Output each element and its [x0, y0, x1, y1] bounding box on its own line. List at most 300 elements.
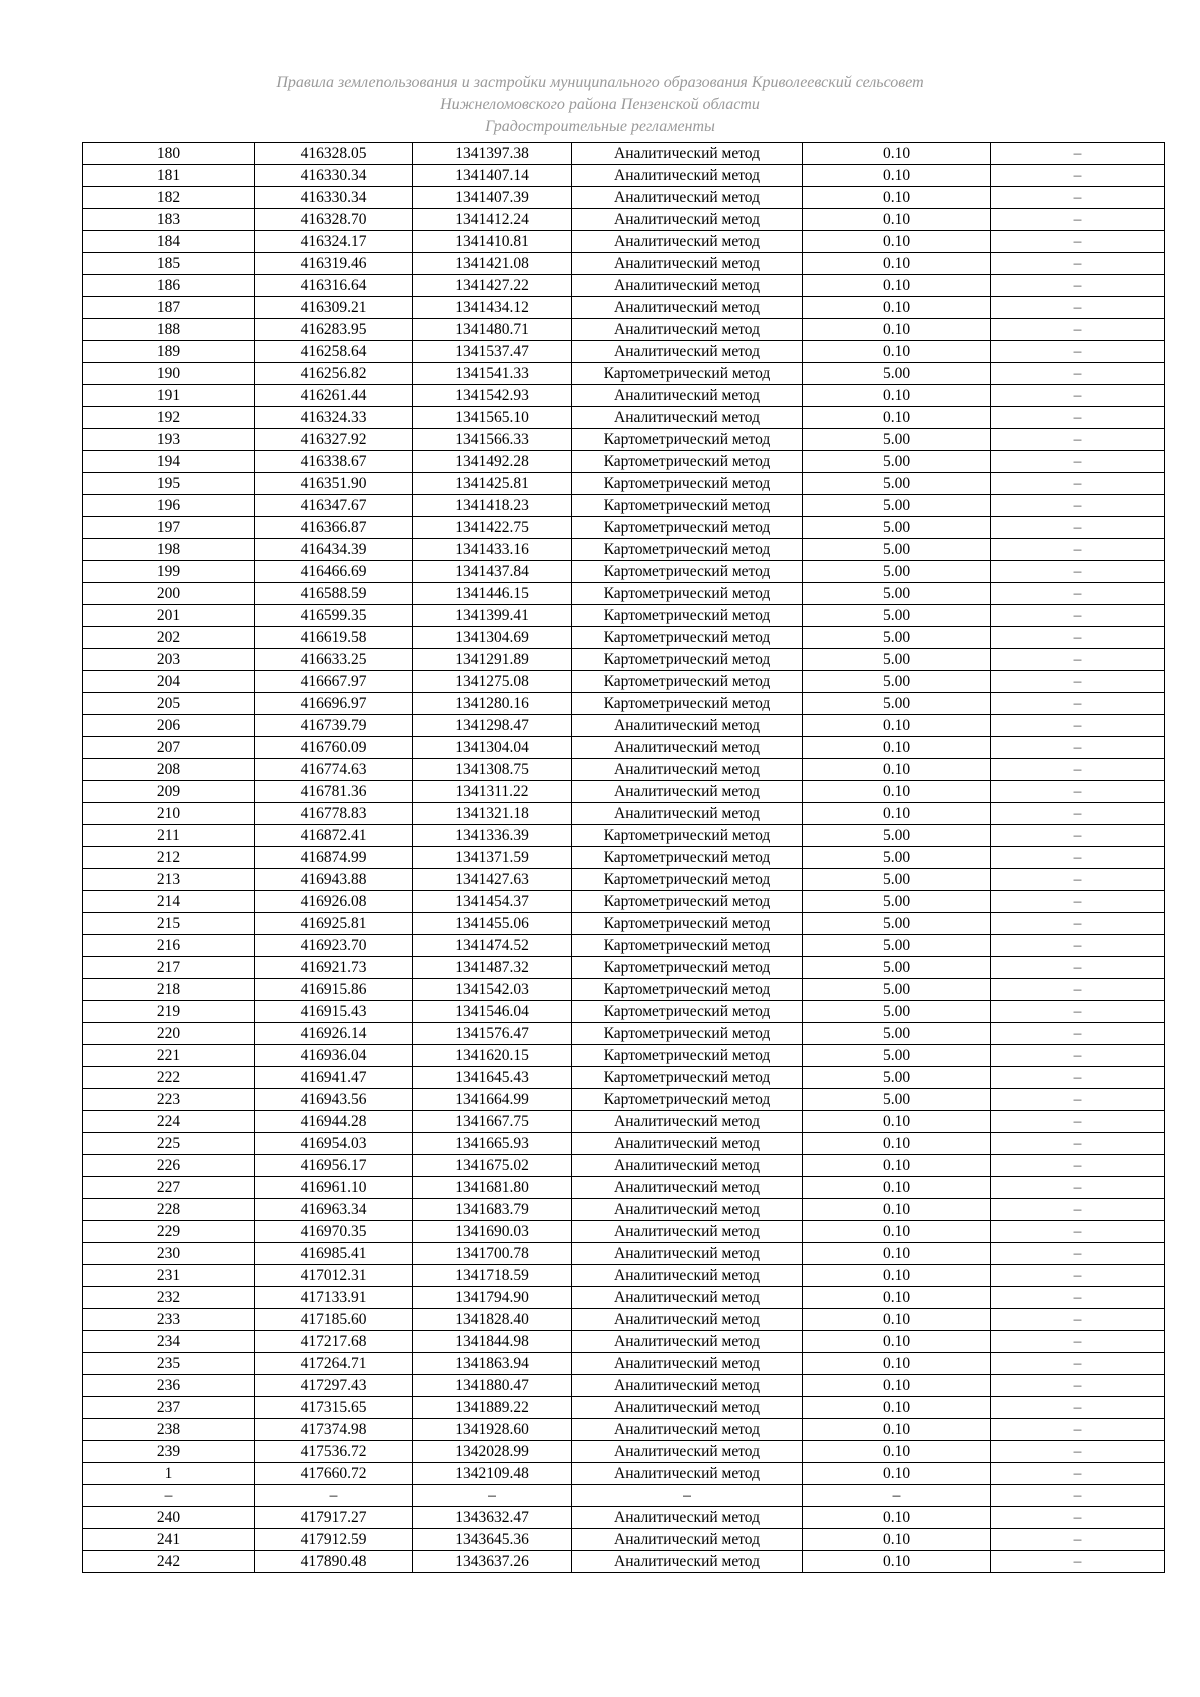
- x-coordinate-cell: 416324.33: [255, 407, 413, 429]
- method-cell: Аналитический метод: [572, 737, 803, 759]
- y-coordinate-cell: 1341304.69: [413, 627, 572, 649]
- note-cell: –: [991, 1331, 1165, 1353]
- point-number-cell: 193: [83, 429, 255, 451]
- accuracy-cell: 5.00: [803, 957, 991, 979]
- table-row: [83, 429, 1165, 451]
- point-number-cell: 1: [83, 1463, 255, 1485]
- y-coordinate-cell: 1341410.81: [413, 231, 572, 253]
- table-row: [83, 165, 1165, 187]
- note-cell: –: [991, 1199, 1165, 1221]
- table-row: [83, 297, 1165, 319]
- method-cell: Аналитический метод: [572, 187, 803, 209]
- note-cell: –: [991, 825, 1165, 847]
- accuracy-cell: 0.10: [803, 737, 991, 759]
- method-cell: Картометрический метод: [572, 869, 803, 891]
- method-cell: Аналитический метод: [572, 1243, 803, 1265]
- y-coordinate-cell: 1341455.06: [413, 913, 572, 935]
- accuracy-cell: 5.00: [803, 1089, 991, 1111]
- y-coordinate-cell: 1341487.32: [413, 957, 572, 979]
- note-cell: –: [991, 341, 1165, 363]
- point-number-cell: 210: [83, 803, 255, 825]
- note-cell: –: [991, 781, 1165, 803]
- method-cell: Аналитический метод: [572, 759, 803, 781]
- note-cell: –: [991, 891, 1165, 913]
- y-coordinate-cell: 1341407.39: [413, 187, 572, 209]
- x-coordinate-cell: 416781.36: [255, 781, 413, 803]
- x-coordinate-cell: 417185.60: [255, 1309, 413, 1331]
- method-cell: Картометрический метод: [572, 363, 803, 385]
- accuracy-cell: 5.00: [803, 1067, 991, 1089]
- x-coordinate-cell: 416970.35: [255, 1221, 413, 1243]
- method-cell: Картометрический метод: [572, 605, 803, 627]
- y-coordinate-cell: 1341863.94: [413, 1353, 572, 1375]
- method-cell: Картометрический метод: [572, 1067, 803, 1089]
- method-cell: Аналитический метод: [572, 1441, 803, 1463]
- table-row: [83, 737, 1165, 759]
- table-row: [83, 759, 1165, 781]
- method-cell: Картометрический метод: [572, 627, 803, 649]
- point-number-cell: 228: [83, 1199, 255, 1221]
- x-coordinate-cell: 416943.56: [255, 1089, 413, 1111]
- table-row: [83, 473, 1165, 495]
- note-cell: –: [991, 1089, 1165, 1111]
- note-cell: –: [991, 1397, 1165, 1419]
- point-number-cell: 237: [83, 1397, 255, 1419]
- method-cell: Аналитический метод: [572, 143, 803, 165]
- method-cell: Аналитический метод: [572, 407, 803, 429]
- point-number-cell: 230: [83, 1243, 255, 1265]
- x-coordinate-cell: 417012.31: [255, 1265, 413, 1287]
- note-cell: –: [991, 319, 1165, 341]
- x-coordinate-cell: 417217.68: [255, 1331, 413, 1353]
- x-coordinate-cell: 416944.28: [255, 1111, 413, 1133]
- note-cell: –: [991, 913, 1165, 935]
- x-coordinate-cell: 416330.34: [255, 165, 413, 187]
- point-number-cell: 236: [83, 1375, 255, 1397]
- table-row: [83, 451, 1165, 473]
- y-coordinate-cell: 1341665.93: [413, 1133, 572, 1155]
- point-number-cell: 189: [83, 341, 255, 363]
- table-row: [83, 319, 1165, 341]
- note-cell: –: [991, 385, 1165, 407]
- table-row: [83, 1177, 1165, 1199]
- note-cell: –: [991, 1463, 1165, 1485]
- point-number-cell: 222: [83, 1067, 255, 1089]
- accuracy-cell: 0.10: [803, 165, 991, 187]
- accuracy-cell: 0.10: [803, 759, 991, 781]
- note-cell: –: [991, 1441, 1165, 1463]
- accuracy-cell: 5.00: [803, 1001, 991, 1023]
- accuracy-cell: 0.10: [803, 1265, 991, 1287]
- table-row: [83, 275, 1165, 297]
- note-cell: –: [991, 1353, 1165, 1375]
- point-number-cell: 238: [83, 1419, 255, 1441]
- method-cell: Аналитический метод: [572, 1353, 803, 1375]
- x-coordinate-cell: 416872.41: [255, 825, 413, 847]
- accuracy-cell: 5.00: [803, 1045, 991, 1067]
- x-coordinate-cell: 416328.05: [255, 143, 413, 165]
- y-coordinate-cell: 1341454.37: [413, 891, 572, 913]
- table-row: [83, 913, 1165, 935]
- y-coordinate-cell: 1341667.75: [413, 1111, 572, 1133]
- note-cell: –: [991, 539, 1165, 561]
- point-number-cell: 225: [83, 1133, 255, 1155]
- accuracy-cell: 5.00: [803, 627, 991, 649]
- point-number-cell: 215: [83, 913, 255, 935]
- point-number-cell: 185: [83, 253, 255, 275]
- y-coordinate-cell: 1341675.02: [413, 1155, 572, 1177]
- x-coordinate-cell: 417374.98: [255, 1419, 413, 1441]
- table-row: [83, 1353, 1165, 1375]
- x-coordinate-cell: 416739.79: [255, 715, 413, 737]
- table-row: [83, 803, 1165, 825]
- method-cell: Картометрический метод: [572, 891, 803, 913]
- x-coordinate-cell: 416327.92: [255, 429, 413, 451]
- x-coordinate-cell: 417536.72: [255, 1441, 413, 1463]
- note-cell: –: [991, 1045, 1165, 1067]
- point-number-cell: 205: [83, 693, 255, 715]
- point-number-cell: 198: [83, 539, 255, 561]
- method-cell: Картометрический метод: [572, 693, 803, 715]
- accuracy-cell: 5.00: [803, 561, 991, 583]
- point-number-cell: 203: [83, 649, 255, 671]
- table-row: [83, 385, 1165, 407]
- y-coordinate-cell: 1341844.98: [413, 1331, 572, 1353]
- x-coordinate-cell: 417912.59: [255, 1529, 413, 1551]
- point-number-cell: 191: [83, 385, 255, 407]
- note-cell: –: [991, 143, 1165, 165]
- accuracy-cell: 0.10: [803, 1243, 991, 1265]
- note-cell: –: [991, 165, 1165, 187]
- note-cell: –: [991, 715, 1165, 737]
- point-number-cell: 204: [83, 671, 255, 693]
- x-coordinate-cell: 416351.90: [255, 473, 413, 495]
- accuracy-cell: 0.10: [803, 209, 991, 231]
- note-cell: –: [991, 1023, 1165, 1045]
- table-row: [83, 1265, 1165, 1287]
- method-cell: Картометрический метод: [572, 517, 803, 539]
- x-coordinate-cell: 416309.21: [255, 297, 413, 319]
- method-cell: Картометрический метод: [572, 561, 803, 583]
- note-cell: –: [991, 803, 1165, 825]
- y-coordinate-cell: 1341718.59: [413, 1265, 572, 1287]
- table-row: [83, 341, 1165, 363]
- note-cell: –: [991, 605, 1165, 627]
- accuracy-cell: 0.10: [803, 1155, 991, 1177]
- note-cell: –: [991, 473, 1165, 495]
- y-coordinate-cell: 1341928.60: [413, 1419, 572, 1441]
- header-line-1: Правила землепользования и застройки муниципального образования Криволеевский сельсовет: [276, 74, 924, 91]
- x-coordinate-cell: 416283.95: [255, 319, 413, 341]
- y-coordinate-cell: 1341311.22: [413, 781, 572, 803]
- y-coordinate-cell: 1341828.40: [413, 1309, 572, 1331]
- coordinates-table-body: [83, 143, 1165, 1573]
- x-coordinate-cell: 416588.59: [255, 583, 413, 605]
- y-coordinate-cell: 1341308.75: [413, 759, 572, 781]
- note-cell: –: [991, 297, 1165, 319]
- accuracy-cell: 0.10: [803, 1111, 991, 1133]
- y-coordinate-cell: 1342028.99: [413, 1441, 572, 1463]
- point-number-cell: 231: [83, 1265, 255, 1287]
- y-coordinate-cell: 1341412.24: [413, 209, 572, 231]
- y-coordinate-cell: 1341425.81: [413, 473, 572, 495]
- note-cell: –: [991, 957, 1165, 979]
- note-cell: –: [991, 671, 1165, 693]
- note-cell: –: [991, 693, 1165, 715]
- x-coordinate-cell: 417917.27: [255, 1507, 413, 1529]
- note-cell: –: [991, 253, 1165, 275]
- y-coordinate-cell: 1341492.28: [413, 451, 572, 473]
- x-coordinate-cell: 416466.69: [255, 561, 413, 583]
- x-coordinate-cell: 416925.81: [255, 913, 413, 935]
- y-coordinate-cell: 1341304.04: [413, 737, 572, 759]
- method-cell: Картометрический метод: [572, 1023, 803, 1045]
- x-coordinate-cell: 416778.83: [255, 803, 413, 825]
- point-number-cell: –: [83, 1485, 255, 1507]
- table-row: [83, 693, 1165, 715]
- y-coordinate-cell: 1341681.80: [413, 1177, 572, 1199]
- point-number-cell: 208: [83, 759, 255, 781]
- accuracy-cell: 0.10: [803, 341, 991, 363]
- note-cell: –: [991, 451, 1165, 473]
- y-coordinate-cell: 1341275.08: [413, 671, 572, 693]
- table-row: [83, 187, 1165, 209]
- table-row: [83, 209, 1165, 231]
- method-cell: Картометрический метод: [572, 583, 803, 605]
- point-number-cell: 214: [83, 891, 255, 913]
- accuracy-cell: 5.00: [803, 517, 991, 539]
- y-coordinate-cell: 1341537.47: [413, 341, 572, 363]
- x-coordinate-cell: 416926.08: [255, 891, 413, 913]
- x-coordinate-cell: 416324.17: [255, 231, 413, 253]
- accuracy-cell: 0.10: [803, 1309, 991, 1331]
- y-coordinate-cell: 1341565.10: [413, 407, 572, 429]
- method-cell: Аналитический метод: [572, 231, 803, 253]
- accuracy-cell: 0.10: [803, 1463, 991, 1485]
- accuracy-cell: 0.10: [803, 781, 991, 803]
- method-cell: Картометрический метод: [572, 847, 803, 869]
- accuracy-cell: 5.00: [803, 671, 991, 693]
- table-row: [83, 1199, 1165, 1221]
- x-coordinate-cell: 416774.63: [255, 759, 413, 781]
- x-coordinate-cell: 416963.34: [255, 1199, 413, 1221]
- point-number-cell: 211: [83, 825, 255, 847]
- point-number-cell: 235: [83, 1353, 255, 1375]
- note-cell: –: [991, 1287, 1165, 1309]
- table-row: [83, 561, 1165, 583]
- table-row: [83, 1001, 1165, 1023]
- accuracy-cell: 0.10: [803, 1353, 991, 1375]
- x-coordinate-cell: 416619.58: [255, 627, 413, 649]
- y-coordinate-cell: 1341576.47: [413, 1023, 572, 1045]
- accuracy-cell: 0.10: [803, 275, 991, 297]
- point-number-cell: 197: [83, 517, 255, 539]
- x-coordinate-cell: 416633.25: [255, 649, 413, 671]
- accuracy-cell: 5.00: [803, 451, 991, 473]
- y-coordinate-cell: 1343637.26: [413, 1551, 572, 1573]
- x-coordinate-cell: 416366.87: [255, 517, 413, 539]
- y-coordinate-cell: 1341683.79: [413, 1199, 572, 1221]
- table-row: [83, 1529, 1165, 1551]
- method-cell: Аналитический метод: [572, 803, 803, 825]
- note-cell: –: [991, 1001, 1165, 1023]
- note-cell: –: [991, 627, 1165, 649]
- table-row: [83, 957, 1165, 979]
- point-number-cell: 201: [83, 605, 255, 627]
- x-coordinate-cell: 416599.35: [255, 605, 413, 627]
- table-row: [83, 1089, 1165, 1111]
- point-number-cell: 196: [83, 495, 255, 517]
- accuracy-cell: 0.10: [803, 319, 991, 341]
- note-cell: –: [991, 1133, 1165, 1155]
- note-cell: –: [991, 737, 1165, 759]
- page-header: [0, 72, 1200, 138]
- table-row: [83, 1023, 1165, 1045]
- method-cell: Картометрический метод: [572, 671, 803, 693]
- method-cell: Аналитический метод: [572, 297, 803, 319]
- method-cell: Картометрический метод: [572, 935, 803, 957]
- point-number-cell: 195: [83, 473, 255, 495]
- point-number-cell: 206: [83, 715, 255, 737]
- accuracy-cell: 5.00: [803, 847, 991, 869]
- accuracy-cell: 0.10: [803, 715, 991, 737]
- method-cell: Аналитический метод: [572, 1529, 803, 1551]
- x-coordinate-cell: 416915.86: [255, 979, 413, 1001]
- point-number-cell: 187: [83, 297, 255, 319]
- method-cell: Аналитический метод: [572, 165, 803, 187]
- accuracy-cell: 5.00: [803, 891, 991, 913]
- y-coordinate-cell: 1341433.16: [413, 539, 572, 561]
- note-cell: –: [991, 1155, 1165, 1177]
- x-coordinate-cell: 417315.65: [255, 1397, 413, 1419]
- accuracy-cell: 0.10: [803, 1507, 991, 1529]
- point-number-cell: 212: [83, 847, 255, 869]
- note-cell: –: [991, 561, 1165, 583]
- accuracy-cell: 5.00: [803, 825, 991, 847]
- y-coordinate-cell: 1341291.89: [413, 649, 572, 671]
- note-cell: –: [991, 979, 1165, 1001]
- x-coordinate-cell: 417890.48: [255, 1551, 413, 1573]
- x-coordinate-cell: 416261.44: [255, 385, 413, 407]
- table-row: [83, 539, 1165, 561]
- method-cell: Картометрический метод: [572, 1045, 803, 1067]
- table-row: [83, 1309, 1165, 1331]
- y-coordinate-cell: 1341620.15: [413, 1045, 572, 1067]
- y-coordinate-cell: 1341421.08: [413, 253, 572, 275]
- method-cell: Аналитический метод: [572, 385, 803, 407]
- x-coordinate-cell: 416319.46: [255, 253, 413, 275]
- point-number-cell: 221: [83, 1045, 255, 1067]
- accuracy-cell: 0.10: [803, 1133, 991, 1155]
- accuracy-cell: 0.10: [803, 1287, 991, 1309]
- table-row: [83, 253, 1165, 275]
- x-coordinate-cell: 416258.64: [255, 341, 413, 363]
- method-cell: Картометрический метод: [572, 451, 803, 473]
- y-coordinate-cell: 1341434.12: [413, 297, 572, 319]
- point-number-cell: 184: [83, 231, 255, 253]
- y-coordinate-cell: 1341446.15: [413, 583, 572, 605]
- y-coordinate-cell: 1341889.22: [413, 1397, 572, 1419]
- table-row: [83, 1111, 1165, 1133]
- coordinates-table: [82, 142, 1165, 1573]
- x-coordinate-cell: 416961.10: [255, 1177, 413, 1199]
- point-number-cell: 224: [83, 1111, 255, 1133]
- method-cell: Аналитический метод: [572, 1265, 803, 1287]
- y-coordinate-cell: 1341437.84: [413, 561, 572, 583]
- note-cell: –: [991, 1221, 1165, 1243]
- x-coordinate-cell: 416316.64: [255, 275, 413, 297]
- point-number-cell: 226: [83, 1155, 255, 1177]
- point-number-cell: 218: [83, 979, 255, 1001]
- accuracy-cell: 0.10: [803, 1529, 991, 1551]
- table-row: [83, 1441, 1165, 1463]
- y-coordinate-cell: 1341794.90: [413, 1287, 572, 1309]
- note-cell: –: [991, 209, 1165, 231]
- x-coordinate-cell: 416926.14: [255, 1023, 413, 1045]
- table-row: [83, 143, 1165, 165]
- accuracy-cell: 5.00: [803, 693, 991, 715]
- method-cell: Аналитический метод: [572, 1155, 803, 1177]
- x-coordinate-cell: 416338.67: [255, 451, 413, 473]
- table-row: [83, 891, 1165, 913]
- note-cell: –: [991, 517, 1165, 539]
- y-coordinate-cell: 1341422.75: [413, 517, 572, 539]
- table-row: [83, 847, 1165, 869]
- x-coordinate-cell: 416696.97: [255, 693, 413, 715]
- y-coordinate-cell: 1341321.18: [413, 803, 572, 825]
- method-cell: Аналитический метод: [572, 1397, 803, 1419]
- accuracy-cell: 5.00: [803, 473, 991, 495]
- note-cell: –: [991, 847, 1165, 869]
- accuracy-cell: 5.00: [803, 495, 991, 517]
- method-cell: Аналитический метод: [572, 319, 803, 341]
- point-number-cell: 199: [83, 561, 255, 583]
- y-coordinate-cell: 1341690.03: [413, 1221, 572, 1243]
- point-number-cell: 219: [83, 1001, 255, 1023]
- y-coordinate-cell: 1341546.04: [413, 1001, 572, 1023]
- method-cell: Аналитический метод: [572, 1463, 803, 1485]
- y-coordinate-cell: 1341371.59: [413, 847, 572, 869]
- y-coordinate-cell: 1341645.43: [413, 1067, 572, 1089]
- accuracy-cell: 0.10: [803, 1551, 991, 1573]
- method-cell: Аналитический метод: [572, 1551, 803, 1573]
- accuracy-cell: 0.10: [803, 1375, 991, 1397]
- y-coordinate-cell: 1341474.52: [413, 935, 572, 957]
- x-coordinate-cell: –: [255, 1485, 413, 1507]
- point-number-cell: 241: [83, 1529, 255, 1551]
- table-row: [83, 1419, 1165, 1441]
- accuracy-cell: 5.00: [803, 979, 991, 1001]
- y-coordinate-cell: 1341418.23: [413, 495, 572, 517]
- y-coordinate-cell: 1341541.33: [413, 363, 572, 385]
- y-coordinate-cell: 1341397.38: [413, 143, 572, 165]
- method-cell: Картометрический метод: [572, 473, 803, 495]
- table-row: [83, 517, 1165, 539]
- method-cell: Картометрический метод: [572, 495, 803, 517]
- accuracy-cell: 0.10: [803, 803, 991, 825]
- x-coordinate-cell: 416923.70: [255, 935, 413, 957]
- table-row: [83, 605, 1165, 627]
- table-row: [83, 407, 1165, 429]
- y-coordinate-cell: 1341280.16: [413, 693, 572, 715]
- point-number-cell: 207: [83, 737, 255, 759]
- y-coordinate-cell: 1343645.36: [413, 1529, 572, 1551]
- table-row: [83, 1507, 1165, 1529]
- y-coordinate-cell: 1341542.03: [413, 979, 572, 1001]
- accuracy-cell: 0.10: [803, 407, 991, 429]
- accuracy-cell: 5.00: [803, 539, 991, 561]
- table-row: [83, 583, 1165, 605]
